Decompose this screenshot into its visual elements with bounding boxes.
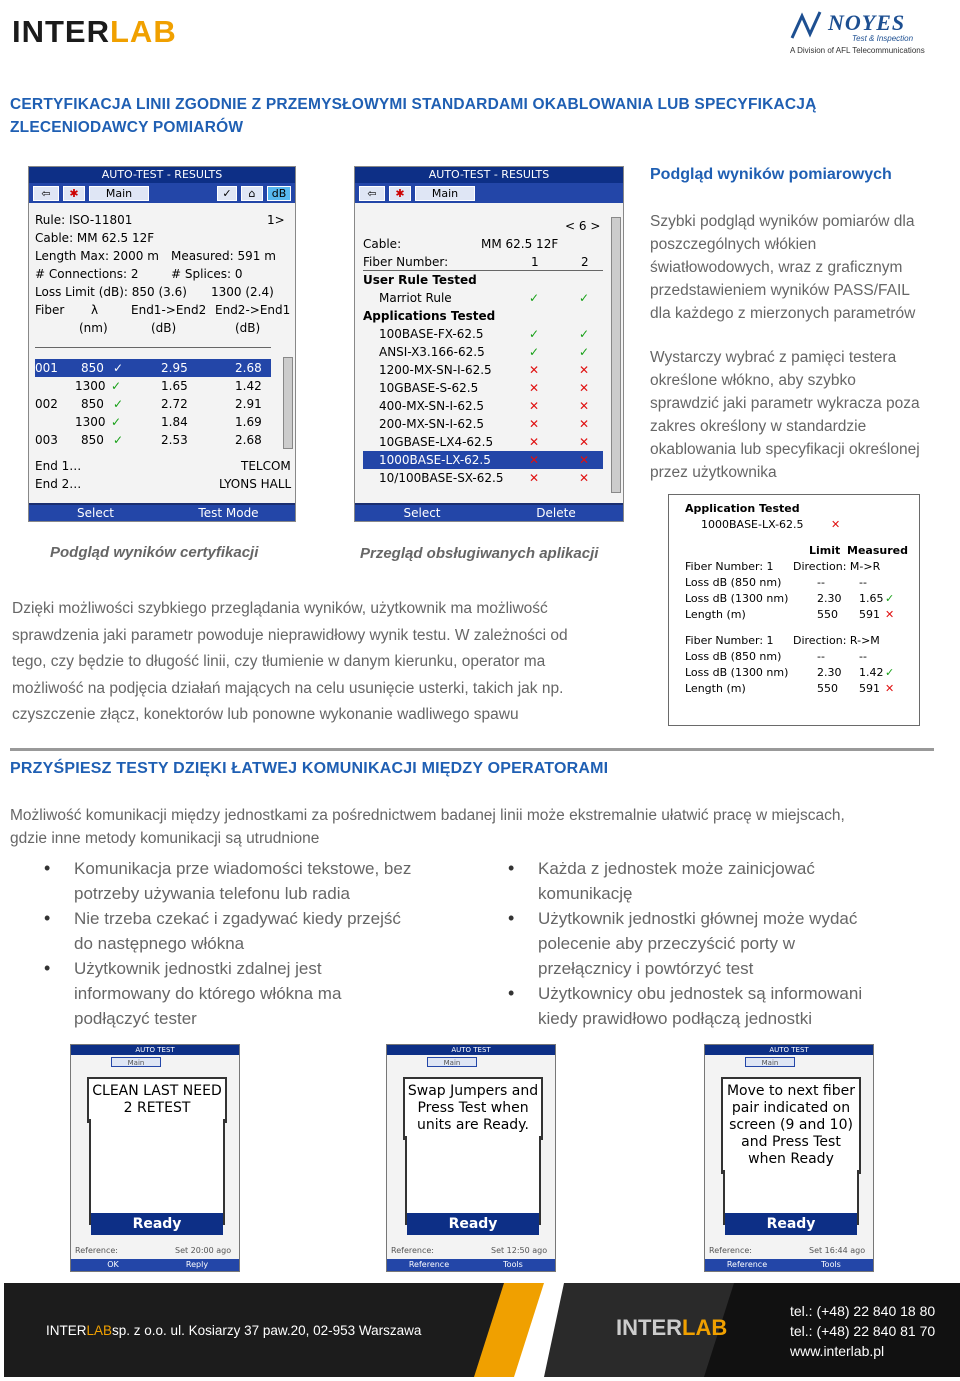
reference-set: Set 20:00 ago bbox=[175, 1246, 232, 1255]
bottom-bar bbox=[705, 1259, 873, 1271]
reference-set: Set 12:50 ago bbox=[491, 1246, 548, 1255]
softkey-left[interactable]: Reference bbox=[408, 1260, 450, 1269]
check-icon[interactable]: ✓ bbox=[217, 186, 237, 201]
limit-value: 2.30 bbox=[817, 592, 842, 605]
fail-icon: ✕ bbox=[579, 399, 590, 413]
footer-logo: INTERLAB bbox=[616, 1315, 728, 1340]
db-icon[interactable]: dB bbox=[267, 186, 291, 201]
left-bullets bbox=[10, 856, 470, 1031]
pass-icon: ✓ bbox=[885, 666, 895, 679]
fail-icon: ✕ bbox=[579, 363, 590, 377]
footer bbox=[4, 1283, 960, 1377]
back-icon[interactable]: ⇦ bbox=[33, 186, 59, 201]
fail-icon: ✕ bbox=[579, 417, 590, 431]
app-name: 1000BASE-LX-62.5 bbox=[379, 453, 491, 467]
caption-applications: Przegląd obsługiwanych aplikacji bbox=[360, 545, 599, 562]
message-line: CLEAN LAST NEED bbox=[92, 1083, 222, 1099]
list-item: • Użytkownicy obu jednostek są informowani kiedy prawidłowo podłączą jednostki bbox=[508, 983, 863, 1028]
message-line: screen (9 and 10) bbox=[729, 1117, 853, 1133]
app-name: 200-MX-SN-I-62.5 bbox=[379, 417, 485, 431]
bottom-bar bbox=[387, 1259, 555, 1271]
list-item: • Każda z jednostek może zainicjować komunikację bbox=[508, 858, 815, 903]
tab-main[interactable]: Main bbox=[89, 186, 149, 201]
measured-value: 591 bbox=[859, 682, 880, 695]
test-mode-button[interactable]: Test Mode bbox=[198, 506, 259, 520]
device-body bbox=[89, 1119, 225, 1225]
section2-intro: Możliwość komunikacji między jednostkami za pośrednictwem badanej linii może ekstremalnie ułatwić pracę w miejscach, gdzie inne metody komunikacji są utrudnione bbox=[10, 807, 845, 847]
ready-button[interactable]: Ready bbox=[407, 1213, 539, 1235]
table-row[interactable] bbox=[363, 415, 603, 433]
measured-value: -- bbox=[859, 576, 867, 589]
caption-certification: Podgląd wyników certyfikacji bbox=[50, 544, 259, 561]
message-text bbox=[403, 1077, 543, 1140]
device-body bbox=[405, 1136, 541, 1225]
fail-icon: ✕ bbox=[831, 518, 841, 531]
table-row[interactable]: 003 850 ✓ 2.53 2.68 bbox=[35, 433, 262, 447]
right-bullets bbox=[474, 856, 960, 1031]
select-button[interactable]: Select bbox=[76, 506, 115, 520]
softkey-left[interactable]: OK bbox=[107, 1260, 119, 1269]
softkey-right[interactable]: Reply bbox=[185, 1260, 209, 1269]
message-line: Move to next fiber bbox=[726, 1083, 856, 1099]
param-label: Length (m) bbox=[685, 682, 746, 695]
app-name: 10/100BASE-SX-62.5 bbox=[379, 471, 504, 485]
limit-value: 550 bbox=[817, 608, 838, 621]
table-row[interactable] bbox=[363, 343, 603, 361]
table-row[interactable]: 001 850 ✓ 2.95 2.68 bbox=[35, 359, 271, 377]
table-row[interactable]: 1300 ✓ 1.65 1.42 bbox=[75, 379, 262, 393]
app-name: 1200-MX-SN-I-62.5 bbox=[379, 363, 492, 377]
ready-button[interactable]: Ready bbox=[725, 1213, 857, 1235]
summary-block: Rule: ISO-11801 1> Cable: MM 62.5 12F Length Max: 2000 m Measured: 591 m # Connections: 2 # Splices: 0 Loss Limit (dB): 850 (3.6) 1300 (2.4) Fiber λ End1->End2 End2->End1 (nm) (dB) (dB) bbox=[35, 213, 291, 335]
scrollbar[interactable] bbox=[283, 357, 293, 449]
reference-set: Set 16:44 ago bbox=[809, 1246, 866, 1255]
measured-value: 1.65 bbox=[859, 592, 884, 605]
message-screen bbox=[386, 1044, 556, 1272]
direction: Direction: R->M bbox=[793, 634, 880, 647]
table-row[interactable]: 1300 ✓ 1.84 1.69 bbox=[75, 415, 262, 429]
ready-button[interactable]: Ready bbox=[91, 1213, 223, 1235]
softkey-left[interactable]: Reference bbox=[726, 1260, 768, 1269]
tab-main[interactable]: Main bbox=[415, 186, 475, 201]
param-label: Loss dB (850 nm) bbox=[685, 576, 782, 589]
description-paragraph: Dzięki możliwości szybkiego przeglądania wyników, użytkownik ma możliwość sprawdzenia jaki parametr powoduje nieprawidłowy wynik testu. W zależności od tego, czy będzie to długość linii, czy tłumienie w danym kierunku, operator ma możliwość na podjęcia działań mających na celu usunięcie usterki, takich jak np. czyszczenie złącz, konektorów lub ponowne wykonanie wadliwego spawu bbox=[12, 600, 568, 723]
list-item: • Użytkownik jednostki zdalnej jest informowany do którego włókna ma podłączyć tester bbox=[44, 958, 342, 1028]
param-label: Loss dB (850 nm) bbox=[685, 650, 782, 663]
param-label: Loss dB (1300 nm) bbox=[685, 666, 789, 679]
pass-icon: ✓ bbox=[529, 345, 540, 359]
preview-paragraph-1: Szybki podgląd wyników pomiarów dla poszczególnych włókien światłowodowych, wraz z graficznym przedstawieniem wyników PASS/FAIL dla każdego z mierzonych parametrów bbox=[650, 213, 916, 322]
reference-label: Reference: bbox=[391, 1246, 434, 1255]
message-line: units are Ready. bbox=[417, 1117, 529, 1133]
bottom-bar bbox=[71, 1259, 239, 1271]
back-icon[interactable]: ⇦ bbox=[359, 186, 385, 201]
fail-icon: ✕ bbox=[579, 471, 590, 485]
fail-icon: ✕ bbox=[885, 608, 895, 621]
screen-title: AUTO-TEST - RESULTS bbox=[355, 167, 623, 183]
param-label: Length (m) bbox=[685, 608, 746, 621]
direction: Direction: M->R bbox=[793, 560, 881, 573]
table-row[interactable] bbox=[363, 451, 603, 469]
fail-icon: ✕ bbox=[529, 471, 540, 485]
fail-icon: ✕ bbox=[579, 453, 590, 467]
alert-icon[interactable]: ✱ bbox=[389, 186, 411, 201]
home-icon[interactable]: ⌂ bbox=[241, 186, 263, 201]
app-name: 10GBASE-S-62.5 bbox=[379, 381, 479, 395]
fail-icon: ✕ bbox=[529, 453, 540, 467]
table-row[interactable] bbox=[363, 397, 603, 415]
limit-value: 2.30 bbox=[817, 666, 842, 679]
message-screen bbox=[704, 1044, 874, 1272]
reference-label: Reference: bbox=[709, 1246, 752, 1255]
tab-main[interactable]: Main bbox=[427, 1057, 477, 1067]
table-row[interactable] bbox=[363, 325, 603, 343]
limit-value: 550 bbox=[817, 682, 838, 695]
message-line: pair indicated on bbox=[731, 1100, 851, 1116]
app-name: 10GBASE-LX4-62.5 bbox=[379, 435, 494, 449]
message-text bbox=[721, 1077, 861, 1174]
message-line: Swap Jumpers and bbox=[407, 1083, 539, 1099]
pass-icon: ✓ bbox=[529, 327, 540, 341]
footer-address: INTERLABsp. z o.o. ul. Kosiarzy 37 paw.20, 02-953 Warszawa bbox=[46, 1323, 422, 1338]
reference-label: Reference: bbox=[75, 1246, 118, 1255]
limit-value: -- bbox=[817, 576, 825, 589]
measured-value: 1.42 bbox=[859, 666, 884, 679]
fail-icon: ✕ bbox=[885, 682, 895, 695]
table-row[interactable] bbox=[363, 361, 603, 379]
fail-icon: ✕ bbox=[579, 435, 590, 449]
param-label: Loss dB (1300 nm) bbox=[685, 592, 789, 605]
tab-main[interactable]: Main bbox=[111, 1057, 161, 1067]
pass-icon: ✓ bbox=[579, 345, 590, 359]
section2-title: PRZYŚPIESZ TESTY DZIĘKI ŁATWEJ KOMUNIKACJI MIĘDZY OPERATORAMI bbox=[10, 760, 609, 777]
table-row[interactable] bbox=[363, 433, 603, 451]
app-name: 400-MX-SN-I-62.5 bbox=[379, 399, 485, 413]
scrollbar[interactable] bbox=[611, 217, 621, 493]
message-line: Press Test when bbox=[417, 1100, 529, 1116]
fiber-number: Fiber Number: 1 bbox=[685, 634, 774, 647]
screen-title: AUTO TEST bbox=[71, 1045, 239, 1055]
fail-icon: ✕ bbox=[529, 381, 540, 395]
message-line: 2 RETEST bbox=[123, 1100, 191, 1116]
application-results-box: Application Tested 1000BASE-LX-62.5 ✕ Limit Measured Fiber Number: 1 Direction: M->R Loss dB (850 nm) -- -- Loss dB (1300 nm) 2.30 1.65 ✓ Length (m) 550 591 ✕ Fiber Number: 1 Direction: R->M Loss dB (850 nm) -- -- Loss dB (1300 nm) 2.30 1.42 ✓ Length (m) 550 591 ✕ bbox=[668, 494, 920, 726]
fiber-number: Fiber Number: 1 bbox=[685, 560, 774, 573]
select-button[interactable]: Select bbox=[403, 506, 441, 520]
toolbar bbox=[355, 183, 623, 203]
results-screen: AUTO-TEST - RESULTS ⇦ ✱ Main ✓ ⌂ dB Rule: ISO-11801 1> Cable: MM 62.5 12F Length Max: 2000 m Measured: 591 m # Connections: 2 # Splices: 0 Loss Limit (dB): 850 (3.6) 1300 (2.4) Fiber λ End1->End2 End2->End1 (nm) (dB) (dB) 001 850 ✓ 2.95 2.68 1300 ✓ 1.65 1.42 002 850 ✓ 2.72 2.91 1300 ✓ 1.84 1.69 003 850 ✓ 2.53 2.68 End 1… TELCOM End 2… LYONS HALL Select Test Mode bbox=[28, 166, 296, 522]
pass-icon: ✓ bbox=[885, 592, 895, 605]
app-name: 100BASE-FX-62.5 bbox=[379, 327, 484, 341]
measured-value: -- bbox=[859, 650, 867, 663]
noyes-logo: NOYES Test & Inspection A Division of AFL Telecommunications bbox=[790, 10, 925, 55]
fail-icon: ✕ bbox=[529, 363, 540, 377]
screen-title: AUTO-TEST - RESULTS bbox=[29, 167, 295, 183]
toolbar bbox=[29, 183, 295, 203]
app-name: ANSI-X3.166-62.5 bbox=[379, 345, 485, 359]
message-line: and Press Test bbox=[741, 1134, 841, 1150]
measured-value: 591 bbox=[859, 608, 880, 621]
fail-icon: ✕ bbox=[529, 417, 540, 431]
softkey-right[interactable]: Tools bbox=[821, 1260, 841, 1269]
preview-paragraph-2: Wystarczy wybrać z pamięci testera określone włókno, aby szybko sprawdzić jaki parametr wykracza poza zakres określony w standardzie okablowania lub specyfikacji określonej przez użytkownika bbox=[650, 349, 920, 481]
table-row[interactable] bbox=[363, 379, 603, 397]
table-row[interactable]: 002 850 ✓ 2.72 2.91 bbox=[35, 397, 262, 411]
interlab-logo: INTERLAB bbox=[12, 14, 177, 49]
section1-title-line1: CERTYFIKACJA LINII ZGODNIE Z PRZEMYSŁOWYMI STANDARDAMI OKABLOWANIA LUB SPECYFIKACJĄ bbox=[10, 96, 817, 113]
screen-title: AUTO TEST bbox=[705, 1045, 873, 1055]
delete-button[interactable]: Delete bbox=[536, 506, 576, 520]
fail-icon: ✕ bbox=[529, 435, 540, 449]
message-text bbox=[87, 1077, 227, 1123]
fiber-table bbox=[35, 359, 271, 449]
table-row[interactable] bbox=[363, 469, 603, 487]
section-divider bbox=[10, 748, 934, 751]
alert-icon[interactable]: ✱ bbox=[63, 186, 85, 201]
section1-title-line2: ZLECENIODAWCY POMIARÓW bbox=[10, 119, 244, 136]
screen-title: AUTO TEST bbox=[387, 1045, 555, 1055]
message-screen bbox=[70, 1044, 240, 1272]
softkey-right[interactable]: Tools bbox=[503, 1260, 523, 1269]
noyes-wave-icon bbox=[790, 8, 830, 44]
footer-contact: tel.: (+48) 22 840 18 80 tel.: (+48) 22 840 81 70 www.interlab.pl bbox=[790, 1303, 936, 1359]
tab-main[interactable]: Main bbox=[745, 1057, 795, 1067]
applications-screen bbox=[354, 166, 624, 522]
message-line: when Ready bbox=[748, 1151, 834, 1167]
list-item: • Użytkownik jednostki głównej może wydać polecenie aby przeczyścić porty w przełącznicy i powtórzyć test bbox=[508, 908, 858, 978]
fail-icon: ✕ bbox=[579, 381, 590, 395]
limit-value: -- bbox=[817, 650, 825, 663]
pass-icon: ✓ bbox=[579, 327, 590, 341]
app-list: < 6 > Cable: MM 62.5 12F Fiber Number: 1 2 User Rule Tested Marriot Rule ✓ ✓ Applications Tested 100BASE-FX-62.5 ✓ ✓ ANSI-X3.166-62.5 ✓ ✓ 1200-MX-SN-I-62.5 ✕ ✕ 10GBASE-S-62.5 ✕ ✕ 400-MX-SN-I-62.5 ✕ ✕ 200-MX-SN-I-62.5 ✕ ✕ 10GBASE-LX4-62.5 ✕ ✕ 1000BASE-LX-62.5 ✕ ✕ 10/100BASE-SX-62.5 ✕ ✕ bbox=[363, 217, 603, 487]
fail-icon: ✕ bbox=[529, 399, 540, 413]
list-item: • Nie trzeba czekać i zgadywać kiedy przejść do następnego włókna bbox=[44, 908, 401, 953]
list-item: • Komunikacja prze wiadomości tekstowe, bez potrzeby używania telefonu lub radia bbox=[44, 858, 412, 903]
preview-heading: Podgląd wyników pomiarowych bbox=[650, 166, 892, 183]
